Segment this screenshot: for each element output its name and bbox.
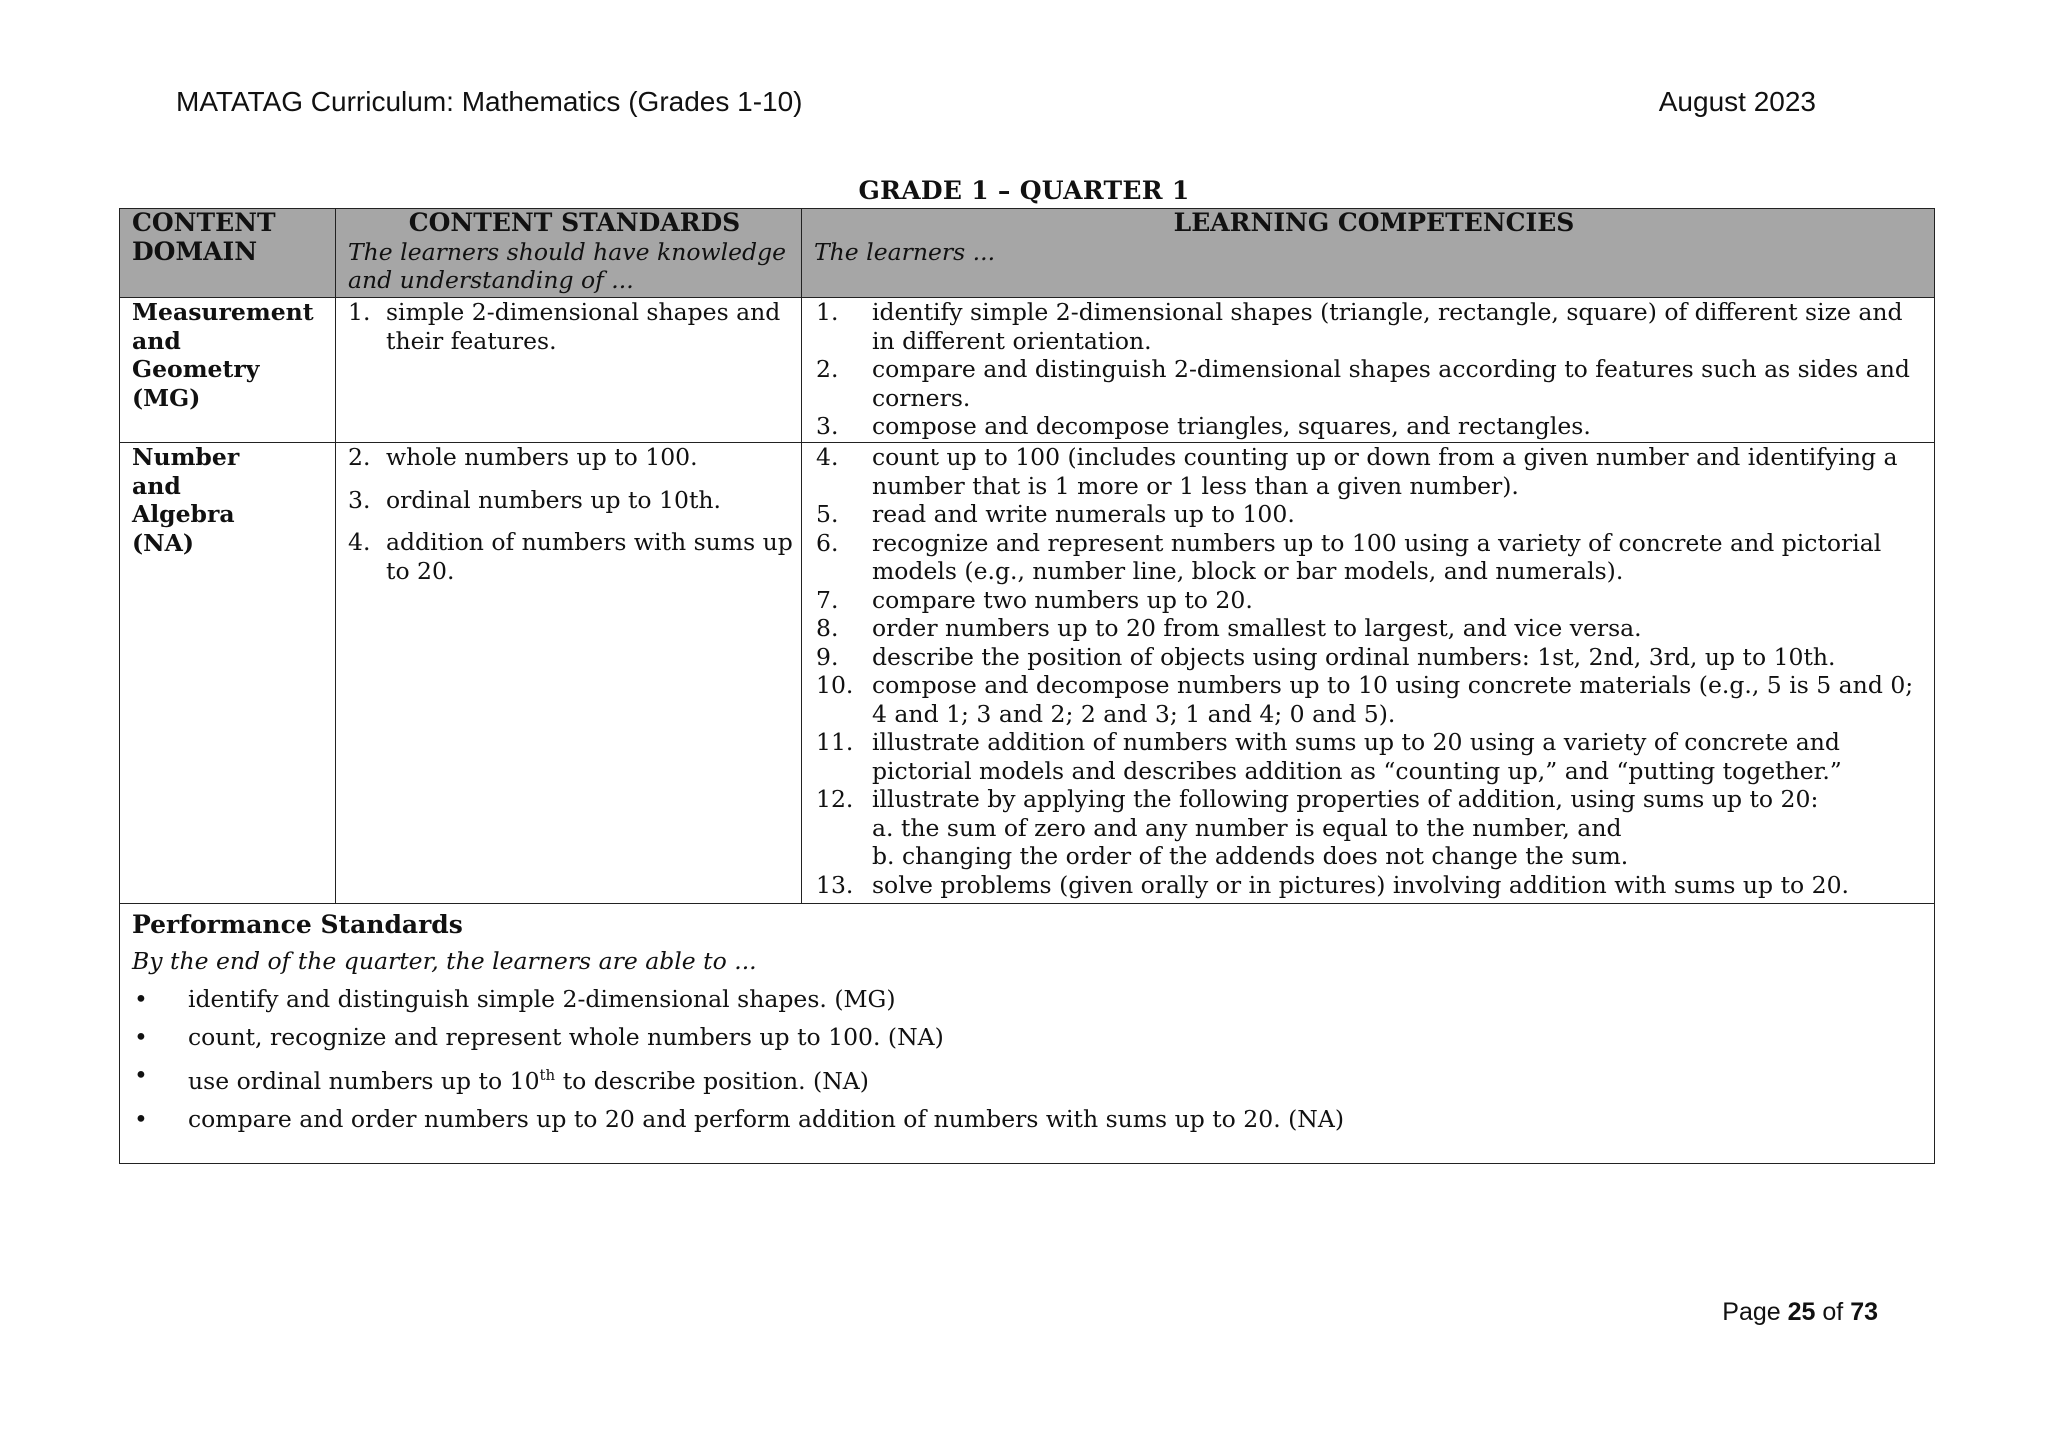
performance-standards-intro: By the end of the quarter, the learners are able to ... [132, 947, 757, 975]
header-content-standards [336, 209, 802, 298]
bullet-icon: • [134, 1104, 148, 1133]
competency-item: 5. read and write numerals up to 100. [816, 500, 1295, 528]
competency-item: 3. compose and decompose triangles, squares, and rectangles. [816, 412, 1591, 440]
competency-item: 10. compose and decompose numbers up to 10 using concrete materials (e.g., 5 is 5 and 0; 4 and 1; 3 and 2; 2 and 3; 1 and 4; 0 and 5). [816, 671, 1914, 728]
competency-subitem: b. changing the order of the addends does not change the sum. [872, 842, 1629, 870]
header-learning-competencies-label: LEARNING COMPETENCIES [1173, 208, 1575, 237]
table-row [120, 443, 1935, 904]
domain-cell [120, 298, 336, 443]
bullet-icon: • [134, 1061, 148, 1089]
header-learning-competencies-sub: The learners ... [814, 237, 996, 266]
competency-item: 12. illustrate by applying the following properties of addition, using sums up to 20: a. the sum of zero and any number is equal to the number, and b. changing the order of the addends does not change the sum. [816, 785, 1819, 870]
standard-item: 1. simple 2-dimensional shapes and their features. [348, 298, 781, 355]
competency-item: 4. count up to 100 (includes counting up or down from a given number and identifying a number that is 1 more or 1 less than a given number). [816, 443, 1898, 500]
bullet-icon: • [134, 985, 148, 1013]
current-page: 25 [1787, 1298, 1816, 1326]
competency-item: 11. illustrate addition of numbers with sums up to 20 using a variety of concrete and pictorial models and describes addition as “counting up,” and “putting together.” [816, 728, 1842, 785]
table-header-row [120, 209, 1935, 298]
domain-cell [120, 443, 336, 904]
performance-standards-cell [120, 904, 1935, 1164]
performance-item: • count, recognize and represent whole numbers up to 100. (NA) [132, 1018, 1922, 1056]
grade-quarter-title: GRADE 1 – QUARTER 1 [858, 176, 1190, 205]
performance-item: • use ordinal numbers up to 10th to describe position. (NA) [132, 1056, 1922, 1100]
performance-item: • identify and distinguish simple 2-dimensional shapes. (MG) [132, 980, 1922, 1018]
document-date: August 2023 [1658, 86, 1816, 117]
performance-standards-row [120, 904, 1935, 1164]
competency-item: 7. compare two numbers up to 20. [816, 585, 1253, 614]
competency-item: 6. recognize and represent numbers up to 100 using a variety of concrete and pictorial models (e.g., number line, block or bar models, and numerals). [816, 528, 1882, 585]
bullet-icon: • [134, 1023, 148, 1051]
domain-label: Number and Algebra (NA) [132, 443, 240, 557]
competency-item: 9. describe the position of objects using ordinal numbers: 1st, 2nd, 3rd, up to 10th. [816, 642, 1836, 671]
performance-standards-title: Performance Standards [132, 910, 463, 939]
competency-item: 2. compare and distinguish 2-dimensional shapes according to features such as sides and corners. [816, 355, 1910, 412]
standard-item: 2. whole numbers up to 100. [348, 443, 698, 471]
competency-item: 1. identify simple 2-dimensional shapes (triangle, rectangle, square) of different size and in different orientation. [816, 298, 1903, 355]
header-learning-competencies [802, 209, 1935, 298]
competency-subitem: a. the sum of zero and any number is equal to the number, and [872, 813, 1622, 842]
total-pages: 73 [1850, 1298, 1878, 1326]
performance-item: • compare and order numbers up to 20 and perform addition of numbers with sums up to 20. (NA) [132, 1100, 1922, 1138]
header-content-standards-sub: The learners should have knowledge and understanding of ... [348, 237, 787, 294]
standard-item: 4. addition of numbers with sums up to 20. [348, 528, 793, 585]
competency-item: 13. solve problems (given orally or in pictures) involving addition with sums up to 20. [816, 870, 1850, 899]
curriculum-table [119, 208, 1935, 1164]
table-row [120, 298, 1935, 443]
competencies-cell [802, 298, 1935, 443]
document-title: MATATAG Curriculum: Mathematics (Grades 1-10) [176, 86, 803, 117]
domain-label: Measurement and Geometry (MG) [132, 298, 314, 412]
standards-cell [336, 443, 802, 904]
header-content-domain-label: CONTENT DOMAIN [132, 208, 276, 266]
standards-cell [336, 298, 802, 443]
competencies-cell [802, 443, 1935, 904]
standard-item: 3. ordinal numbers up to 10th. [348, 485, 722, 514]
competency-item: 8. order numbers up to 20 from smallest to largest, and vice versa. [816, 614, 1642, 642]
header-content-domain [120, 209, 336, 298]
page-number: Page 25 of 73 [1722, 1298, 1878, 1326]
header-content-standards-label: CONTENT STANDARDS [408, 208, 741, 237]
